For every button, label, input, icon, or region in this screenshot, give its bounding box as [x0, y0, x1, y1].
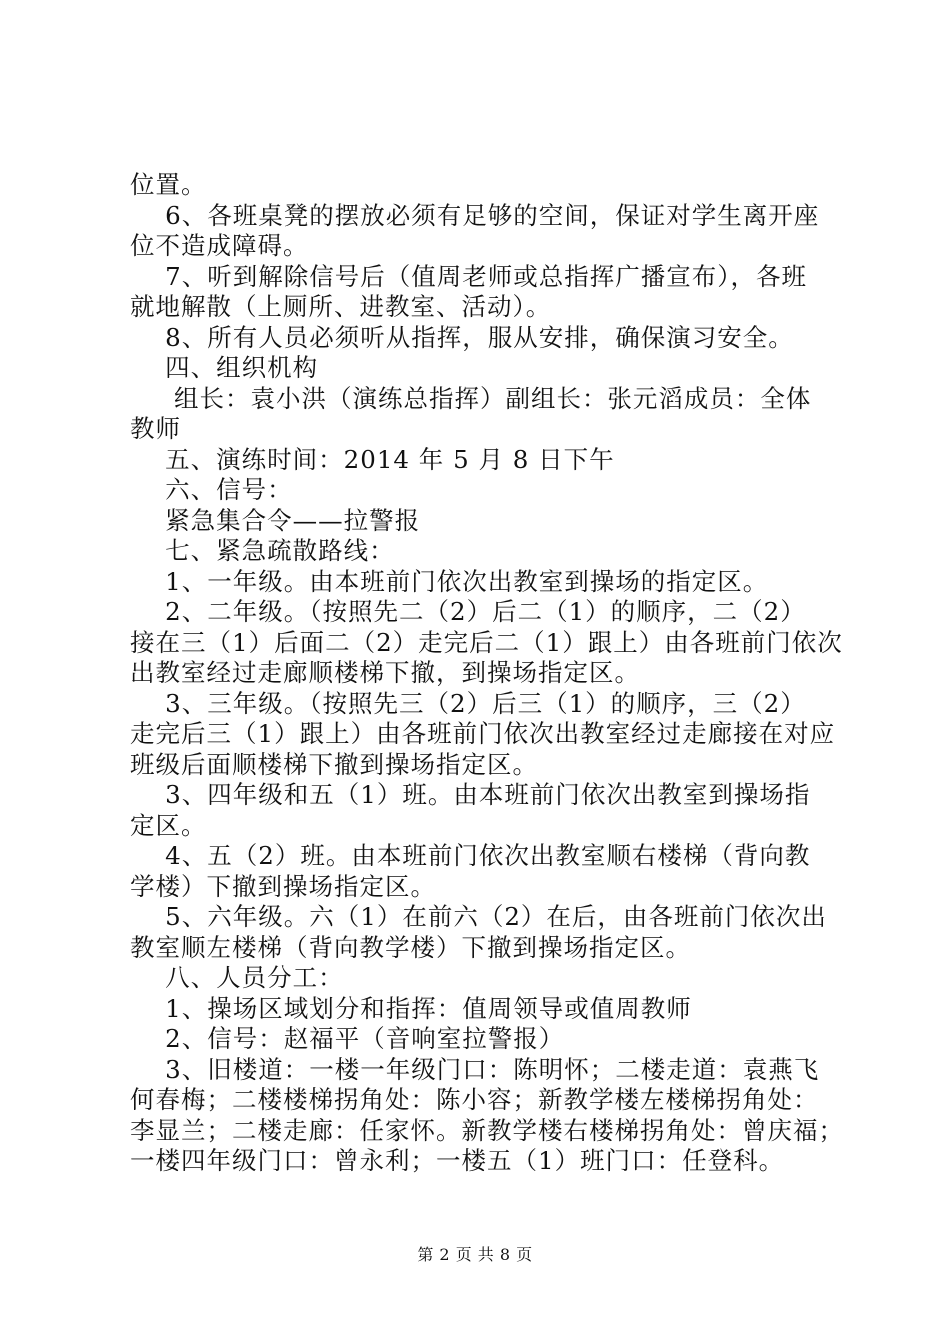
- text-line: 定区。: [130, 810, 207, 840]
- text-line: 组长：袁小洪（演练总指挥）副组长：张元滔成员：全体: [130, 383, 812, 413]
- text-line: 3、四年级和五（1）班。由本班前门依次出教室到操场指: [130, 780, 811, 809]
- text-line: 1、操场区域划分和指挥：值周领导或值周教师: [130, 993, 692, 1023]
- text-line: 出教室经过走廊顺楼梯下撤，到操场指定区。: [130, 658, 640, 687]
- text-line: 1、一年级。由本班前门依次出教室到操场的指定区。: [130, 566, 769, 596]
- text-line: 3、三年级。（按照先三（2）后三（1）的顺序，三（2）: [130, 688, 806, 718]
- text-line: 走完后三（1）跟上）由各班前门依次出教室经过走廊接在对应: [130, 719, 836, 748]
- text-line: 紧急集合令——拉警报: [130, 505, 421, 535]
- section-heading: 四、组织机构: [130, 353, 319, 382]
- page-number-footer: 第 2 页 共 8 页: [417, 1245, 533, 1264]
- text-line: 位不造成障碍。: [130, 231, 309, 260]
- text-line: 3、旧楼道：一楼一年级门口：陈明怀；二楼走道：袁燕飞: [130, 1054, 820, 1084]
- section-heading: 五、演练时间：2014 年 5 月 8 日下午: [130, 444, 615, 474]
- text-line: 何春梅；二楼楼梯拐角处：陈小容；新教学楼左楼梯拐角处：: [130, 1085, 819, 1114]
- text-line: 教室顺左楼梯（背向教学楼）下撤到操场指定区。: [130, 932, 691, 962]
- text-line: 7、听到解除信号后（值周老师或总指挥广播宣布），各班: [130, 261, 807, 291]
- text-line: 一楼四年级门口：曾永利；一楼五（1）班门口：任登科。: [130, 1146, 785, 1175]
- section-heading: 七、紧急疏散路线：: [130, 536, 395, 565]
- text-line: 4、五（2）班。由本班前门依次出教室顺右楼梯（背向教: [130, 841, 811, 870]
- text-line: 2、二年级。（按照先二（2）后二（1）的顺序，二（2）: [130, 597, 806, 626]
- text-line: 教师: [130, 414, 181, 443]
- text-line: 班级后面顺楼梯下撤到操场指定区。: [130, 749, 538, 779]
- document-body: [130, 170, 844, 1177]
- section-heading: 六、信号：: [130, 475, 293, 504]
- text-line: 学楼）下撤到操场指定区。: [130, 871, 436, 901]
- text-line: 位置。: [130, 170, 207, 199]
- text-line: 5、六年级。六（1）在前六（2）在后，由各班前门依次出: [130, 902, 827, 931]
- text-line: 李显兰；二楼走廊：任家怀。新教学楼右楼梯拐角处：曾庆福；: [130, 1115, 844, 1145]
- section-heading: 八、人员分工：: [130, 963, 344, 992]
- text-line: 2、信号：赵福平（音响室拉警报）: [130, 1024, 565, 1053]
- text-line: 6、各班桌凳的摆放必须有足够的空间，保证对学生离开座: [130, 200, 820, 230]
- text-line: 8、所有人员必须听从指挥，服从安排，确保演习安全。: [130, 322, 794, 352]
- text-line: 就地解散（上厕所、进教室、活动）。: [130, 292, 552, 321]
- text-line: 接在三（1）后面二（2）走完后二（1）跟上）由各班前门依次: [130, 627, 843, 657]
